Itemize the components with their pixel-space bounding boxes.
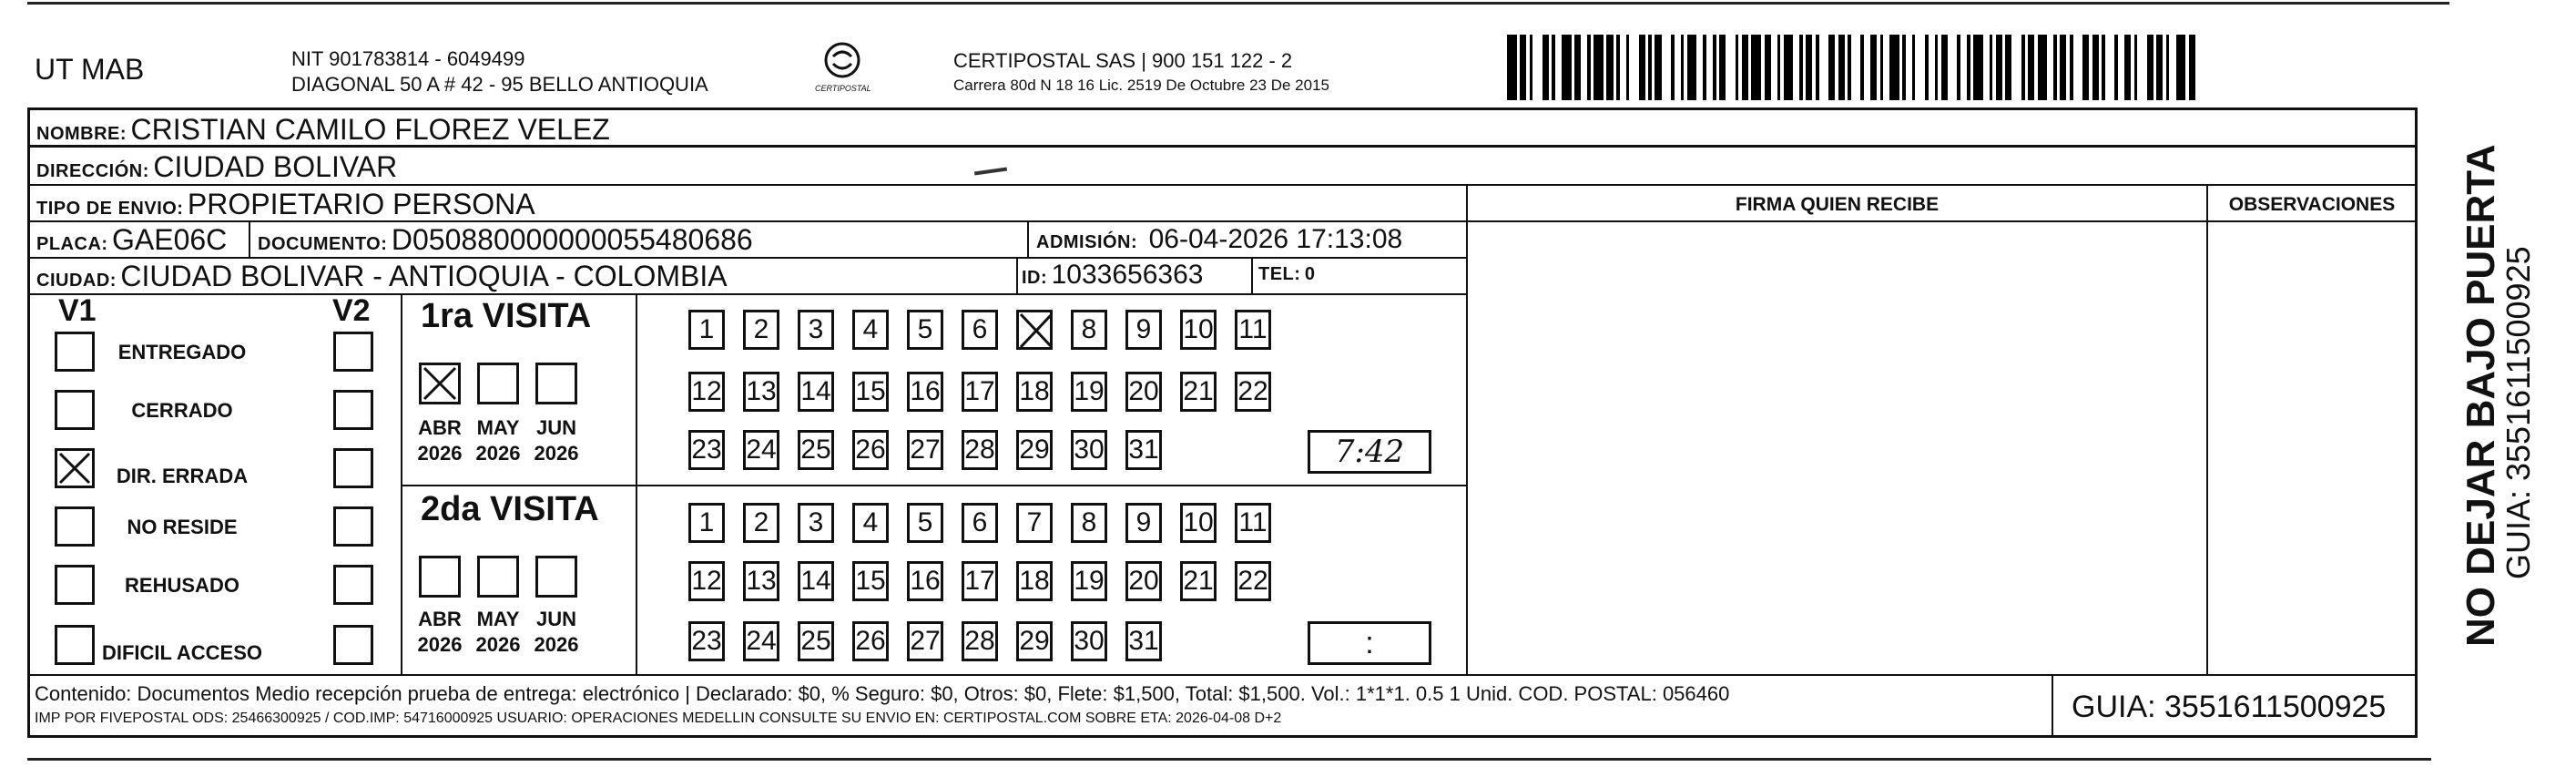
visita1-year-label: 2026 (534, 442, 579, 465)
barcode-bar (1838, 35, 1845, 100)
status-label: DIFICIL ACCESO (101, 641, 262, 664)
visita1-title: 1ra VISITA (421, 297, 592, 335)
visita1-day-19[interactable]: 19 (1071, 372, 1107, 412)
visita2-day-25[interactable]: 25 (798, 621, 834, 661)
barcode-bar (2047, 35, 2053, 100)
id-field (1022, 260, 1203, 291)
barcode-bar (1742, 35, 1748, 100)
visita2-day-22[interactable]: 22 (1235, 561, 1271, 601)
visita2-month-label: JUN (535, 608, 576, 630)
barcode-bar (1562, 35, 1572, 100)
visita2-day-2[interactable]: 2 (743, 503, 779, 543)
visita1-day-1[interactable]: 1 (688, 310, 725, 350)
barcode-bar (2195, 35, 2199, 100)
visita1-year-label: 2026 (417, 442, 463, 465)
visita2-year-label: 2026 (475, 633, 521, 656)
v2-label: V2 (332, 293, 371, 328)
visita1-day-10[interactable]: 10 (1180, 310, 1217, 350)
barcode-bar (1864, 35, 1870, 100)
company-nit: NIT 901783814 - 6049499 (291, 47, 525, 70)
barcode-bar (2137, 35, 2147, 100)
visita1-day-25[interactable]: 25 (798, 430, 834, 470)
visita1-time-box[interactable]: 7:42 (1308, 430, 1431, 474)
barcode-bar (1889, 35, 1899, 100)
barcode-bar (1828, 35, 1835, 100)
visita1-year-label: 2026 (475, 442, 521, 465)
barcode-bar (1555, 35, 1562, 100)
visita1-day-27[interactable]: 27 (907, 430, 943, 470)
visita2-day-19[interactable]: 19 (1071, 561, 1107, 601)
visita1-day-17[interactable]: 17 (962, 372, 998, 412)
visita2-day-9[interactable]: 9 (1125, 503, 1162, 543)
barcode-bar (1574, 35, 1581, 100)
barcode-bar (1543, 35, 1549, 100)
visita2-day-14[interactable]: 14 (798, 561, 834, 601)
visita2-day-3[interactable]: 3 (798, 503, 834, 543)
visita1-month-checkbox-abr[interactable] (419, 363, 461, 404)
barcode-bar (2189, 35, 2195, 100)
placa-label: PLACA: (36, 234, 108, 254)
visita1-day-8[interactable]: 8 (1071, 310, 1107, 350)
id-label: ID: (1022, 268, 1048, 288)
visita2-day-1[interactable]: 1 (688, 503, 725, 543)
visita1-month-label: ABR (418, 416, 462, 439)
visita1-day-12[interactable]: 12 (688, 372, 725, 412)
bottom-border (27, 758, 2431, 761)
v2-checkbox-5[interactable] (333, 565, 373, 605)
visita2-day-24[interactable]: 24 (743, 621, 779, 661)
visita2-day-7[interactable]: 7 (1016, 503, 1053, 543)
barcode-bar (1784, 35, 1794, 100)
carrier-name: CERTIPOSTAL SAS | 900 151 122 - 2 (953, 49, 1293, 72)
ciudad-value: CIUDAD BOLIVAR - ANTIOQUIA - COLOMBIA (120, 260, 728, 292)
visita2-day-12[interactable]: 12 (688, 561, 725, 601)
barcode-bar (2124, 35, 2131, 100)
visita2-day-5[interactable]: 5 (907, 503, 943, 543)
barcode-bar (1765, 35, 1771, 100)
barcode-bar (2092, 35, 2099, 100)
nombre-value: CRISTIAN CAMILO FLOREZ VELEZ (130, 113, 610, 146)
visita2-day-30[interactable]: 30 (1071, 621, 1107, 661)
direccion-field (36, 150, 397, 184)
barcode-bar (2169, 35, 2175, 100)
visita1-day-13[interactable]: 13 (743, 372, 779, 412)
barcode (1507, 35, 2199, 100)
visita1-day-14[interactable]: 14 (798, 372, 834, 412)
visita1-month-checkbox-jun[interactable] (535, 363, 577, 404)
visita2-day-17[interactable]: 17 (962, 561, 998, 601)
visita2-day-29[interactable]: 29 (1016, 621, 1053, 661)
visita1-day-30[interactable]: 30 (1071, 430, 1107, 470)
visita2-day-18[interactable]: 18 (1016, 561, 1053, 601)
visita1-day-24[interactable]: 24 (743, 430, 779, 470)
visita2-day-31[interactable]: 31 (1125, 621, 1162, 661)
ciudad-label: CIUDAD: (36, 271, 117, 291)
barcode-bar (2176, 35, 2186, 100)
v2-checkbox-2[interactable] (333, 390, 373, 430)
firma-label-line (1466, 184, 2208, 222)
v2-checkbox-3[interactable] (333, 448, 373, 488)
v2-checkbox-6[interactable] (333, 625, 373, 665)
barcode-bar (2005, 35, 2011, 100)
visita1-day-26[interactable]: 26 (852, 430, 889, 470)
firma-label: FIRMA QUIEN RECIBE (1735, 194, 1940, 215)
visita1-day-7[interactable] (1016, 310, 1053, 350)
barcode-bar (1532, 35, 1543, 100)
visita1-day-5[interactable]: 5 (907, 310, 943, 350)
top-border (27, 2, 2449, 5)
direccion-value: CIUDAD BOLIVAR (153, 150, 398, 183)
admision-label: ADMISIÓN: (1036, 232, 1138, 252)
observaciones-label: OBSERVACIONES (2228, 194, 2396, 215)
status-label: DIR. ERRADA (116, 465, 249, 487)
visita1-day-6[interactable]: 6 (962, 310, 998, 350)
barcode-bar (2073, 35, 2083, 100)
visita2-title: 2da VISITA (421, 490, 599, 528)
visita1-month-label: MAY (476, 416, 520, 439)
barcode-bar (2147, 35, 2153, 100)
barcode-bar (2038, 35, 2048, 100)
barcode-bar (1941, 35, 1948, 100)
company-name: UT MAB (35, 53, 145, 86)
barcode-bar (2082, 35, 2089, 100)
barcode-bar (1593, 35, 1604, 100)
barcode-bar (1719, 35, 1726, 100)
documento-value: D050880000000055480686 (391, 223, 753, 256)
visita2-day-21[interactable]: 21 (1180, 561, 1217, 601)
v2-checkbox-4[interactable] (333, 506, 373, 547)
status-label: REHUSADO (125, 574, 239, 597)
barcode-bar (1507, 35, 1517, 100)
visita2-month-checkbox-may[interactable] (477, 556, 519, 598)
visita2-day-11[interactable]: 11 (1235, 503, 1271, 543)
visita2-day-27[interactable]: 27 (907, 621, 943, 661)
barcode-bar (1620, 35, 1626, 100)
barcode-bar (1639, 35, 1645, 100)
visita1-day-18[interactable]: 18 (1016, 372, 1053, 412)
visita2-month-checkbox-jun[interactable] (535, 556, 577, 598)
barcode-bar (1929, 35, 1935, 100)
visita1-day-28[interactable]: 28 (962, 430, 998, 470)
documento-field (258, 223, 753, 257)
visita1-month-checkbox-may[interactable] (477, 363, 519, 404)
barcode-bar (2011, 35, 2021, 100)
barcode-bar (1687, 35, 1697, 100)
tel-field (1258, 264, 1316, 285)
admision-field (1036, 224, 1402, 255)
visita2-day-13[interactable]: 13 (743, 561, 779, 601)
barcode-bar (2028, 35, 2034, 100)
barcode-bar (1675, 35, 1681, 100)
barcode-bar (1606, 35, 1613, 100)
visita1-day-29[interactable]: 29 (1016, 430, 1053, 470)
visita1-day-31[interactable]: 31 (1125, 430, 1162, 470)
observaciones-box (2206, 184, 2418, 676)
visita2-year-label: 2026 (417, 633, 463, 656)
visita2-time-box[interactable]: : (1308, 621, 1431, 665)
barcode-bar (1960, 35, 1967, 100)
barcode-bar (1806, 35, 1812, 100)
direccion-label: DIRECCIÓN: (36, 161, 149, 181)
visita2-month-checkbox-abr[interactable] (419, 556, 461, 598)
barcode-bar (1771, 35, 1777, 100)
tipo-label: TIPO DE ENVIO: (36, 199, 184, 219)
visita2-day-6[interactable]: 6 (962, 503, 998, 543)
barcode-bar (1520, 35, 1526, 100)
barcode-bar (2105, 35, 2115, 100)
placa-value: GAE06C (112, 223, 228, 256)
visita2-month-label: ABR (418, 608, 462, 630)
visita1-day-4[interactable]: 4 (852, 310, 889, 350)
barcode-bar (1973, 35, 1983, 100)
barcode-bar (1906, 35, 1912, 100)
side-warning: NO DEJAR BAJO PUERTA (2459, 144, 2503, 647)
documento-label: DOCUMENTO: (258, 234, 388, 254)
barcode-bar (1706, 35, 1713, 100)
visita1-day-20[interactable]: 20 (1125, 372, 1162, 412)
visita2-day-15[interactable]: 15 (852, 561, 889, 601)
v1-label: V1 (58, 293, 97, 328)
visita1-day-21[interactable]: 21 (1180, 372, 1217, 412)
status-label: CERRADO (131, 399, 233, 422)
tipo-value: PROPIETARIO PERSONA (187, 188, 535, 220)
visita1-day-3[interactable]: 3 (798, 310, 834, 350)
barcode-bar (1915, 35, 1925, 100)
logo-text: CERTIPOSTAL (815, 84, 871, 93)
barcode-bar (1793, 35, 1799, 100)
barcode-bar (2118, 35, 2124, 100)
status-label: NO RESIDE (127, 516, 238, 538)
barcode-bar (1948, 35, 1958, 100)
barcode-bar (2156, 35, 2163, 100)
visita2-day-4[interactable]: 4 (852, 503, 889, 543)
visita1-month-label: JUN (535, 416, 576, 439)
visita1-day-2[interactable]: 2 (743, 310, 779, 350)
visita2-day-28[interactable]: 28 (962, 621, 998, 661)
barcode-bar (1581, 35, 1587, 100)
visita2-day-20[interactable]: 20 (1125, 561, 1162, 601)
firma-box (1466, 184, 2208, 676)
visita2-year-label: 2026 (534, 633, 579, 656)
barcode-bar (1696, 35, 1703, 100)
placa-field (36, 223, 227, 257)
id-value: 1033656363 (1051, 260, 1204, 290)
barcode-bar (1629, 35, 1639, 100)
footer-line1: Contenido: Documentos Medio recepción prueba de entrega: electrónico | Declarado: $0, % Seguro: $0, Otros: $0, Flete: $1,500, Total: $1,500. Vol.: 1*1*1. 0.5 1 Unid. COD. POSTAL: 056460 (35, 682, 1730, 705)
tel-label: TEL: (1258, 264, 1301, 284)
visita1-day-11[interactable]: 11 (1235, 310, 1271, 350)
side-guia: GUIA: 3551611500925 (2500, 246, 2537, 579)
barcode-bar (1819, 35, 1829, 100)
nombre-label: NOMBRE: (36, 124, 127, 144)
barcode-bar (1655, 35, 1661, 100)
barcode-bar (1870, 35, 1877, 100)
nombre-field (36, 113, 610, 147)
company-address: DIAGONAL 50 A # 42 - 95 BELLO ANTIOQUIA (291, 73, 708, 96)
visita2-month-label: MAY (476, 608, 520, 630)
admision-value: 06-04-2026 17:13:08 (1148, 224, 1403, 254)
barcode-bar (1726, 35, 1736, 100)
barcode-bar (1662, 35, 1672, 100)
barcode-bar (1983, 35, 1990, 100)
visita2-day-23[interactable]: 23 (688, 621, 725, 661)
visita1-day-16[interactable]: 16 (907, 372, 943, 412)
tel-value: 0 (1304, 264, 1316, 284)
tipo-field (36, 188, 535, 221)
visita1-day-15[interactable]: 15 (852, 372, 889, 412)
carrier-license: Carrera 80d N 18 16 Lic. 2519 De Octubre 23 De 2015 (953, 77, 1329, 94)
status-label: ENTREGADO (117, 341, 247, 363)
visita2-day-16[interactable]: 16 (907, 561, 943, 601)
visita1-day-22[interactable]: 22 (1235, 372, 1271, 412)
footer-line2: IMP POR FIVEPOSTAL ODS: 25466300925 / COD.IMP: 54716000925 USUARIO: OPERACIONES MEDELLIN CONSULTE SU ENVIO EN: CERTIPOSTAL.COM SOBRE ETA: 2026-04-08 D+2 (35, 711, 1282, 726)
footer-guia: GUIA: 3551611500925 (2072, 690, 2387, 724)
barcode-bar (1751, 35, 1761, 100)
barcode-bar (1883, 35, 1889, 100)
v2-checkbox-1[interactable] (333, 332, 373, 372)
visita2-day-10[interactable]: 10 (1180, 503, 1217, 543)
barcode-bar (1996, 35, 2002, 100)
barcode-bar (1851, 35, 1861, 100)
visita2-day-8[interactable]: 8 (1071, 503, 1107, 543)
visita2-day-26[interactable]: 26 (852, 621, 889, 661)
ciudad-field (36, 260, 728, 293)
visita1-day-23[interactable]: 23 (688, 430, 725, 470)
visita1-day-9[interactable]: 9 (1125, 310, 1162, 350)
barcode-bar (2060, 35, 2066, 100)
